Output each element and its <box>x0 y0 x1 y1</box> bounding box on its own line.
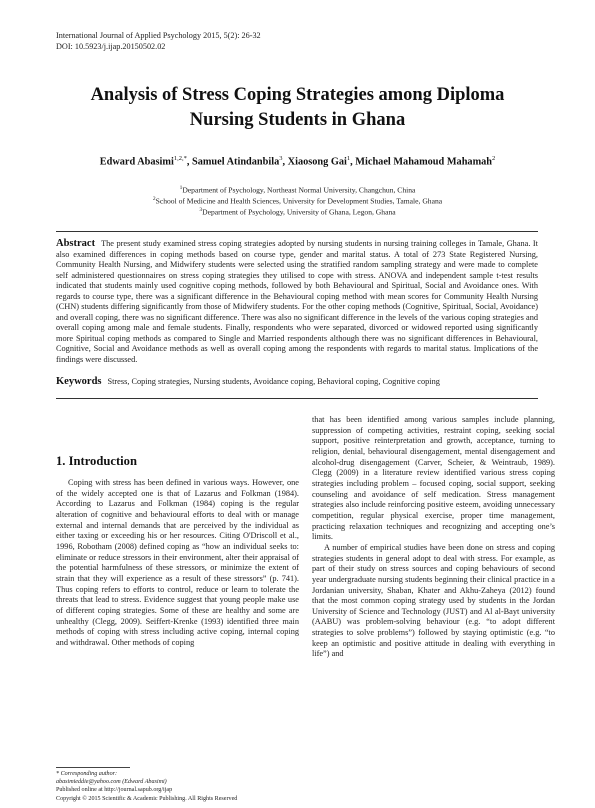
footnote-rule <box>56 767 130 768</box>
title-line-2: Nursing Students in Ghana <box>189 110 406 130</box>
title-line-1: Analysis of Stress Coping Strategies among Diploma <box>90 85 505 105</box>
author-affiliation-marker: 1 <box>346 155 351 162</box>
author-separator: , <box>282 156 288 168</box>
author-affiliation-marker: 1,2,* <box>173 155 187 162</box>
affiliation-text: School of Medicine and Health Sciences, University for Development Studies, Tamale, Ghana <box>155 196 443 206</box>
affiliation-text: Department of Psychology, University of Ghana, Legon, Ghana <box>202 207 396 217</box>
author-email: abasimieddie@yahoo.com (Edward Abasimi) <box>56 779 167 786</box>
author-affiliation-marker: 2 <box>492 155 496 162</box>
journal-header <box>56 31 261 52</box>
footnote <box>56 770 237 803</box>
author-name: Edward Abasimi <box>99 156 174 168</box>
journal-citation: International Journal of Applied Psychology 2015, 5(2): 26-32 <box>56 31 261 40</box>
affiliation-text: Department of Psychology, Northeast Normal University, Changchun, China <box>182 185 416 195</box>
affiliation-marker: 2 <box>152 196 156 203</box>
author-affiliation-marker: 3 <box>279 155 283 162</box>
affiliation <box>40 195 555 206</box>
left-column <box>56 478 299 649</box>
affiliation-marker: 1 <box>179 185 183 191</box>
affiliation <box>40 184 555 195</box>
affiliation-list <box>40 184 555 217</box>
author-name: Michael Mahamoud Mahamah <box>355 156 493 168</box>
abstract-top-rule <box>56 231 538 232</box>
author-separator: , <box>186 156 192 168</box>
keywords-block <box>56 376 538 387</box>
affiliation-marker: 3 <box>199 207 203 214</box>
affiliation <box>40 206 555 217</box>
body-paragraph: that has been identified among various samples include planning, suppression of competing activities, restraint coping, seeking social support, positive reinterpretation and growth, acceptance, turning to religion, denial, behavioural disengagement, mental disengagement and alcohol-drug disengagement (Carver, Scheier, & Weintraub, 1989). Clegg (2009) in a literature review identified various stress coping strategies including problem – focused coping, social support, seeking counseling and avoidance of self medication. Stress management strategies also include reinforcing positive esteem, avoiding unnecessary competition, regular physical exercise, proper time management, practicing relaxation techniques and recognizing and accepting one’s limits. <box>312 415 555 542</box>
author-separator: , <box>350 156 356 168</box>
section-heading-introduction: 1. Introduction <box>56 454 137 468</box>
paper-title <box>40 83 555 133</box>
keywords-text: Stress, Coping strategies, Nursing students, Avoidance coping, Behavioral coping, Cognitive coping <box>107 377 440 386</box>
author-list <box>40 155 555 167</box>
corresponding-author-label: * Corresponding author: <box>56 771 118 777</box>
body-paragraph: A number of empirical studies have been done on stress and coping strategies students in general adopt to deal with stress. For example, as part of their study on stress sources and coping behaviours of second year undergraduate nursing students beginning their clinical practice in a Jordanian university, Shaban, Khater and Akhu-Zaheya (2012) found that the most common coping strategy used by students in the Jordan University of Science and Technology (JUST) and Al al-Bayt university (AABU) was problem-solving behaviour (e.g. “to adopt different strategies to solve problems”) followed by staying optimistic (e.g. “to keep an optimistic and positive attitude in dealing with everything in life”) and <box>312 542 555 659</box>
author-name: Samuel Atindanbila <box>191 156 280 168</box>
doi-line: DOI: 10.5923/j.ijap.20150502.02 <box>56 41 166 51</box>
abstract-block <box>56 239 538 366</box>
body-paragraph: Coping with stress has been defined in various ways. However, one of the widely accepted one is that of Lazarus and Folkman (1984). According to Lazarus and Folkman (1984) coping is the regular alteration of cognitive and behavioural efforts to deal with or manage external and internal demands that are perceived by the individual as either taxing or exceeding his or her resources. Citing O'Driscoll et al., 1996, Robotham (2008) defined coping as “how an individual seeks to: eliminate or reduce stressors in their environment, alter their appraisal of the potential harmfulness of these stressors, or minimize the extent of strain that they will experience as a result of these stressors” (p. 741). Thus coping refers to efforts to control, reduce or learn to tolerate the threats that lead to stress. Evidence suggest that young people make use of different coping strategies. Some of these are healthy and some are unhealthy (Clegg, 2009). Seiffert-Krenke (1993) identified three main methods of coping with stress including active coping, internal coping and withdrawal. Other methods of coping <box>56 478 299 647</box>
author-name: Xiaosong Gai <box>287 156 347 168</box>
keywords-bottom-rule <box>56 398 538 399</box>
abstract-label: Abstract <box>56 238 96 249</box>
right-column <box>312 415 555 660</box>
abstract-text: The present study examined stress coping strategies adopted by nursing students in nursing training colleges in Tamale, Ghana. It also examined differences in coping methods based on course type, gender and marital status. A total of 273 State Registered Nursing, Community Health Nursing, and Midwifery students were selected using the stratified random sampling strategy and were made to complete self administered questionnaires on stress coping strategies they utilised to cope with stress. ANOVA and independent sample t-test results indicated that students mainly used cognitive coping methods, followed by both Behavioural and Spiritual, Social and Avoidance ones. With regards to course type, there was a significant difference in the Behavioural coping method with mean scores for Community Health Nursing (CHN) students differing significantly from those of Midwifery students. For the other coping methods (Cognitive, Spiritual, Social, Avoidance) and overall coping, there was no significant difference. There was also no significant difference in the levels of the various coping strategies and overall coping among male and female students. Finally, respondents who were separated, divorced or widowed reported using significantly more Spiritual coping methods as compared to Single and Married respondents although there was no significant differences in Behavioural, Cognitive, Social and Avoidance methods as well as overall coping among the respondents with regards to marital status. Implications of the findings were discussed. <box>56 239 538 365</box>
keywords-label: Keywords <box>56 376 102 387</box>
copyright-line: Copyright © 2015 Scientific & Academic Publishing. All Rights Reserved <box>56 795 238 802</box>
published-online: Published online at http://journal.sapub.org/ijap <box>56 787 173 794</box>
